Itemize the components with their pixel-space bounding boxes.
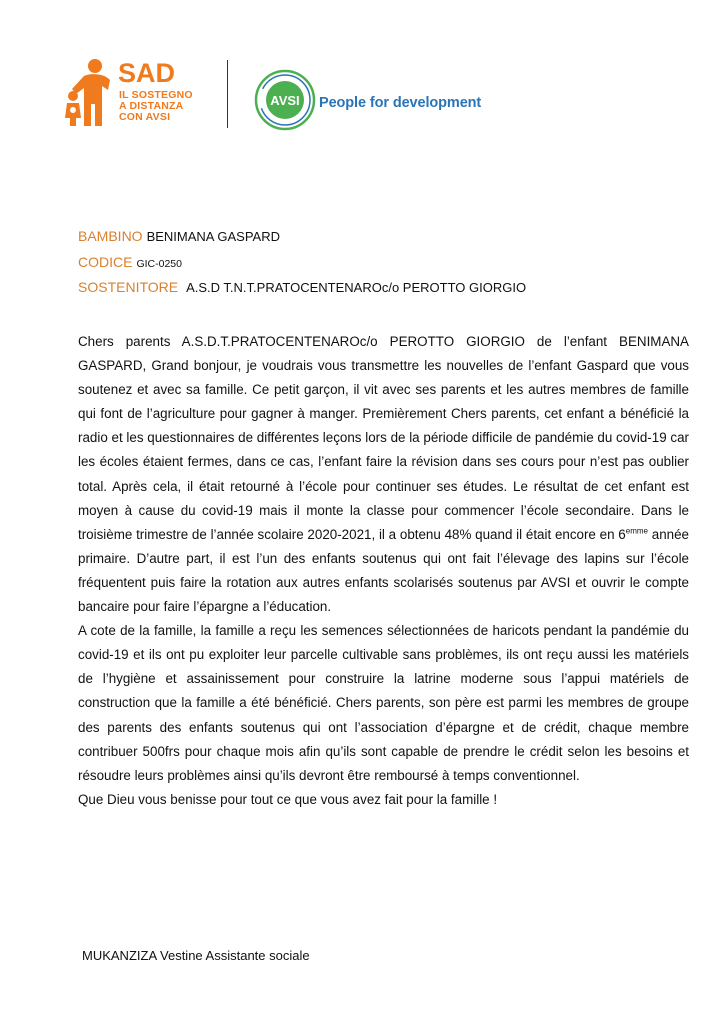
child-row xyxy=(78,228,280,244)
letter-closing: Que Dieu vous benisse pour tout ce que vous avez fait pour la famille ! xyxy=(78,791,498,807)
grade-superscript: emme xyxy=(625,526,648,536)
child-label: BAMBINO xyxy=(78,228,143,244)
sponsor-value: A.S.D T.N.T.PRATOCENTENAROc/o PEROTTO GIORGIO xyxy=(186,280,527,295)
sad-logo-title: SAD xyxy=(118,58,176,88)
sad-logo-line: IL SOSTEGNO xyxy=(119,89,193,101)
letter-body xyxy=(78,330,689,812)
avsi-logo-mark: AVSI xyxy=(270,93,300,108)
code-row xyxy=(78,254,182,270)
letter-paragraph-text: année primaire. D’autre part, il est l’un des enfants soutenus qui ont fait l’élevage des lapins sur l’école fréquentent puis faire la rotation aux autres enfants scolarisés soutenus par AVSI et ouvrir le compte bancaire pour faire l’épargne a l’éducation. xyxy=(78,526,689,615)
sad-family-figure-icon xyxy=(64,58,116,128)
letter-paragraph-text: Chers parents A.S.D.T.PRATOCENTENAROc/o PEROTTO GIORGIO de l’enfant BENIMANA GASPARD, Grand bonjour, je voudrais vous transmettre les nouvelles de l’enfant Gaspard que vous soutenez et avec sa famille. Ce petit garçon, il vit avec ses parents et les autres membres de famille qui font de l’agriculture pour gagner à manger. Premièrement Chers parents, cet enfant a bénéficié la radio et les questionnaires de différentes leçons lors de la période difficile de pandémie du covid-19 car les écoles étaient fermes, dans ce cas, l’enfant faire la révision dans ses cours pour n’est pas oublier total. Après cela, il était retourné à l’école pour continuer ses études. Le résultat de cet enfant est moyen à cause du covid-19 mais il monte la classe pour commencer l’école secondaire. Dans le troisième trimestre de l’année scolaire 2020-2021, il a obtenu 48% quand il était encore en 6 xyxy=(78,334,689,542)
sad-logo xyxy=(64,58,204,128)
code-label: CODICE xyxy=(78,254,133,270)
sponsor-label: SOSTENITORE xyxy=(78,279,179,295)
letter-paragraph: A cote de la famille, la famille a reçu les semences sélectionnées de haricots pendant la pandémie du covid-19 et ils ont pu exploiter leur parcelle cultivable sans problèmes, ils ont reçu aussi les matériels de l’hygiène et assainissement pour construire la latrine moderne sous l’appui matériels de construction que la famille a été bénéficié. Chers parents, son père est parmi les membres de groupe des parents des enfants soutenus qui ont l’association d’épargne et de crédit, chaque membre contribuer 500frs pour chaque mois afin qu’ils sont capable de prendre le crédit selon les besoins et résoudre leurs problèmes ainsi qu’ils devront être remboursé à temps conventionnel. xyxy=(78,623,689,783)
code-value: GIC-0250 xyxy=(136,258,182,270)
sad-logo-line: CON AVSI xyxy=(119,111,171,123)
avsi-tagline: People for development xyxy=(319,95,482,111)
child-name: BENIMANA GASPARD xyxy=(146,229,280,244)
sponsor-row xyxy=(78,279,526,295)
sad-logo-line: A DISTANZA xyxy=(119,100,184,112)
letterhead xyxy=(0,0,724,150)
avsi-logo-icon xyxy=(254,69,316,131)
signature: MUKANZIZA Vestine Assistante sociale xyxy=(82,948,310,963)
logo-divider xyxy=(227,60,228,128)
letter-paragraph xyxy=(78,330,689,619)
